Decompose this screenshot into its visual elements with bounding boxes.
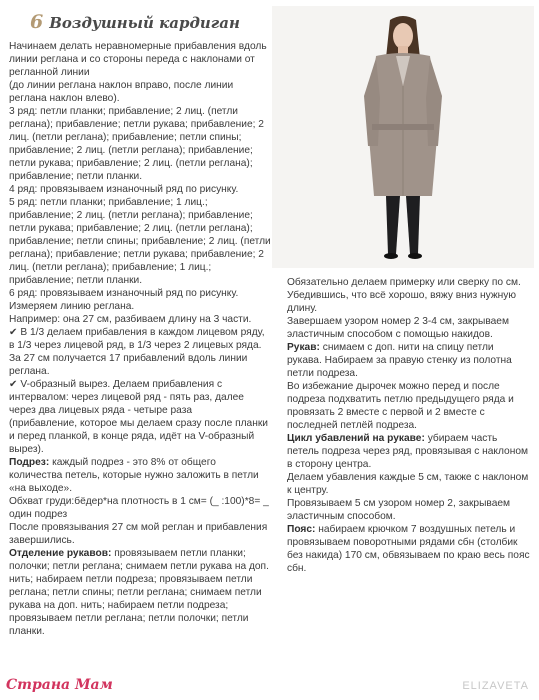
paragraph: Обязательно делаем примерку или сверку по см. Убедившись, что всё хорошо, вяжу вниз нужную длину. (287, 277, 521, 314)
photo-illustration (272, 6, 534, 268)
paragraph: После провязывания 27 см мой реглан и прибавления завершились. (9, 522, 268, 546)
paragraph: Обхват груди:бёдер*на плотность в 1 см= (_ :100)*8= _ один подрез (9, 496, 269, 520)
paragraph: Начинаем делать неравномерные прибавления вдоль линии реглана и со стороны переда с наклонами от регланной линии (9, 41, 267, 78)
title-text: Воздушный кардиган (49, 14, 240, 32)
paragraph: 3 ряд: петли планки; прибавление; 2 лиц. (петли реглана); прибавление; петли рукава; прибавление; 2 лиц. (петли реглана); прибавление; петли спины; прибавление; 2 лиц. (петли реглана); прибавление; петли рукава; прибавление; 2 лиц. (петли реглана); прибавление; петли планки. (9, 106, 264, 182)
label: Подрез: (9, 457, 50, 468)
paragraph: Пояс: набираем крючком 7 воздушных петель и провязываем поворотными рядами сбн (столбик без накида) 170 см, обвязываем по краю весь пояс сбн. (287, 524, 530, 574)
paragraph: Цикл убавлений на рукаве: убираем часть петель подреза через ряд, провязывая с наклоном в сторону центра. (287, 433, 529, 470)
face-shape (393, 23, 413, 49)
paragraph: ✔ V-образный вырез. Делаем прибавления с интервалом: через лицевой ряд - пять раз, далее через два лицевых ряда - четыре раза (9, 379, 244, 416)
paragraph: Например: она 27 см, разбиваем длину на 3 части. (9, 314, 252, 325)
label: Пояс: (287, 524, 316, 535)
model-photo (272, 6, 534, 268)
paragraph: Отделение рукавов: провязываем петли планки; полочки; петли реглана; снимаем петли рукава на доп. нить; набираем петли подреза; провязываем петли реглана; петли спины; петли реглана; снимаем петли рукава на доп. нить; набираем петли подреза; провязываем петли реглана; петли полочки; петли планки. (9, 548, 269, 637)
paragraph: ✔ В 1/3 делаем прибавления в каждом лицевом ряду, в 1/3 через лицевой ряд, в 1/3 через 2 лицевых ряда. За 27 см получается 17 прибавлений вдоль линии реглана. (9, 327, 265, 377)
paragraph: 4 ряд: провязываем изнаночный ряд по рисунку. (9, 184, 239, 195)
paragraph: 6 ряд: провязываем изнаночный ряд по рисунку. (9, 288, 239, 299)
right-column (287, 276, 530, 575)
paragraph: Подрез: каждый подрез - это 8% от общего количества петель, которые нужно заложить в петли «на выходе». (9, 457, 259, 494)
paragraph: (прибавление, которое мы делаем сразу после планки и перед планкой, в конце ряда, идёт на V-образный вырез). (9, 418, 268, 455)
paragraph: Завершаем узором номер 2 3-4 см, закрываем эластичным способом с помощью накидов. (287, 316, 509, 340)
title-number: 6 (30, 11, 44, 33)
belt-shape (372, 124, 434, 130)
paragraph: (до линии реглана наклон вправо, после линии реглана наклон влево). (9, 80, 234, 104)
page-title (30, 11, 240, 33)
paragraph: Рукав: снимаем с доп. нити на спицу петли рукава. Набираем за правую стенку из полотна петли подреза. (287, 342, 512, 379)
paragraph: Провязываем 5 см узором номер 2, закрываем эластичным способом. (287, 498, 511, 522)
label: Цикл убавлений на рукаве: (287, 433, 425, 444)
site-logo: Страна Мам (6, 677, 113, 693)
label: Отделение рукавов: (9, 548, 112, 559)
left-column (9, 40, 271, 638)
paragraph: Измеряем линию реглана. (9, 301, 135, 312)
watermark: ELIZAVETA (462, 680, 529, 692)
paragraph: 5 ряд: петли планки; прибавление; 1 лиц.; прибавление; 2 лиц. (петли реглана); прибавление; петли рукава; прибавление; 2 лиц. (петли реглана); прибавление; петли спины; прибавление; 2 лиц. (петли реглана); прибавление; петли рукава; прибавление; 2 лиц. (петли реглана); прибавление; 1 лиц.; прибавление; петли планки. (9, 197, 271, 286)
paragraph: Во избежание дырочек можно перед и после подреза подхватить петлю предыдущего ряда и провязать 2 вместе с первой и 2 вместе с последней петлёй подреза. (287, 381, 514, 431)
label: Рукав: (287, 342, 320, 353)
paragraph: Делаем убавления каждые 5 см, также с наклоном к центру. (287, 472, 529, 496)
